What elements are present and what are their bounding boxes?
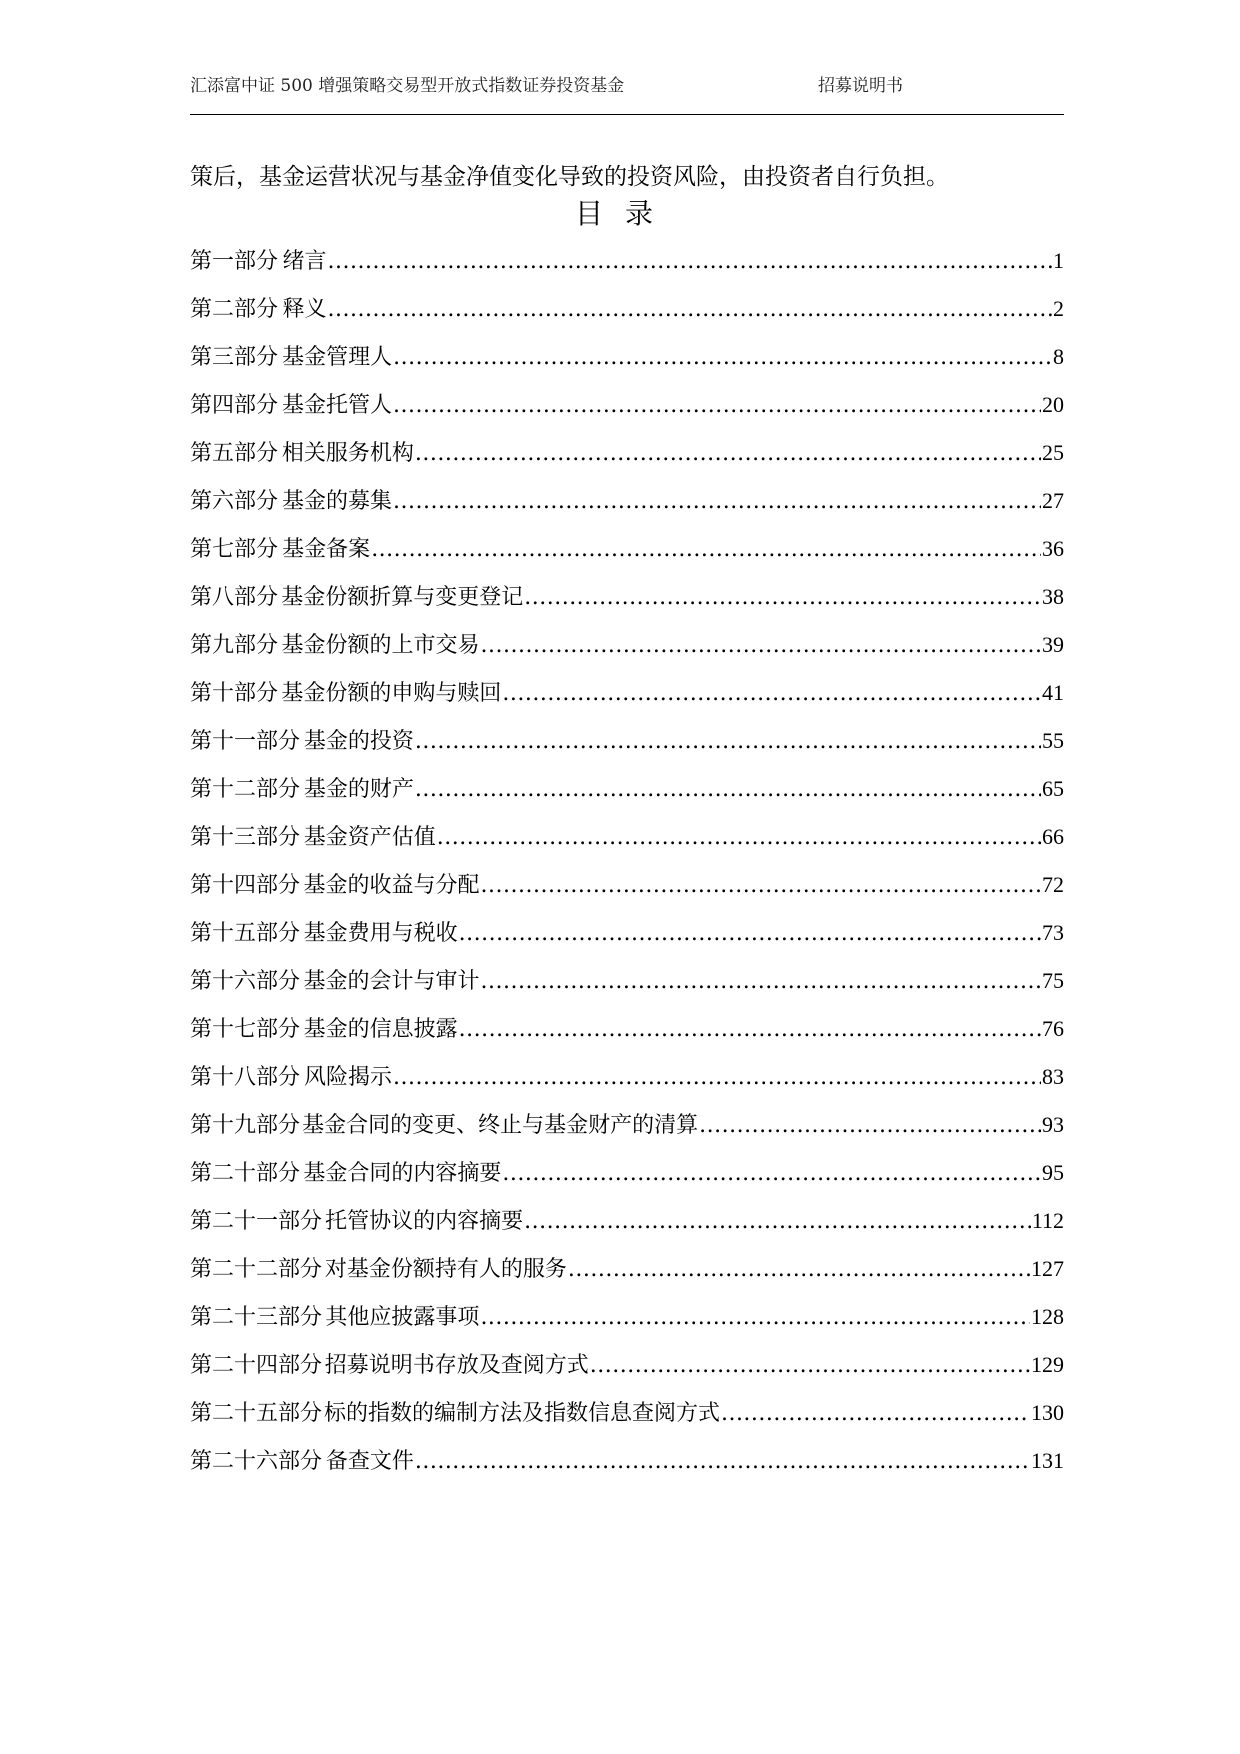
toc-entry-page: 112 (1031, 1208, 1064, 1233)
toc-entry-title: 其他应披露事项 (325, 1305, 480, 1330)
toc-entry[interactable] (190, 1014, 1064, 1062)
toc-entry-title: 基金的募集 (282, 489, 393, 514)
toc-entry-page: 76 (1042, 1016, 1064, 1041)
header-doc-type: 招募说明书 (818, 76, 903, 96)
toc-entry[interactable] (190, 966, 1064, 1014)
toc-entry[interactable] (190, 1110, 1064, 1158)
table-of-contents (190, 246, 1064, 1494)
toc-entry[interactable] (190, 534, 1064, 582)
toc-entry-part: 第九部分 (190, 633, 279, 658)
header-divider (190, 114, 1064, 115)
toc-entry-title: 基金份额折算与变更登记 (281, 585, 524, 610)
toc-entry-part: 第十五部分 (190, 921, 301, 946)
toc-dot-leader (371, 535, 1041, 565)
toc-entry-part: 第十一部分 (190, 729, 301, 754)
toc-entry[interactable] (190, 1254, 1064, 1302)
toc-entry-title: 释义 (282, 297, 327, 322)
header-fund-name: 汇添富中证 500 增强策略交易型开放式指数证券投资基金 (190, 76, 625, 96)
toc-dot-leader (481, 871, 1041, 901)
toc-entry-part: 第五部分 (190, 441, 279, 466)
toc-entry[interactable] (190, 582, 1064, 630)
toc-entry-page: 131 (1031, 1448, 1064, 1473)
toc-dot-leader (459, 1015, 1041, 1045)
toc-dot-leader (502, 1159, 1041, 1189)
toc-dot-leader (415, 727, 1041, 757)
toc-entry-part: 第二部分 (190, 297, 279, 322)
toc-dot-leader (393, 1063, 1041, 1093)
toc-entry-page: 36 (1042, 536, 1064, 561)
toc-entry-part: 第十三部分 (190, 825, 301, 850)
toc-entry[interactable] (190, 246, 1064, 294)
toc-entry-page: 127 (1031, 1256, 1064, 1281)
toc-entry-title: 标的指数的编制方法及指数信息查阅方式 (323, 1401, 720, 1426)
toc-entry-page: 95 (1042, 1160, 1064, 1185)
toc-entry[interactable] (190, 1398, 1064, 1446)
toc-entry[interactable] (190, 1350, 1064, 1398)
toc-entry[interactable] (190, 1206, 1064, 1254)
toc-dot-leader (524, 583, 1041, 613)
toc-entry-page: 129 (1031, 1352, 1064, 1377)
toc-entry-title: 基金合同的内容摘要 (303, 1161, 502, 1186)
toc-entry-part: 第二十部分 (190, 1161, 301, 1186)
toc-entry-part: 第十六部分 (190, 969, 301, 994)
toc-entry-page: 41 (1042, 680, 1064, 705)
toc-entry-title: 绪言 (282, 249, 327, 274)
toc-entry[interactable] (190, 438, 1064, 486)
toc-entry-part: 第二十三部分 (190, 1305, 323, 1330)
toc-dot-leader (415, 775, 1041, 805)
toc-entry[interactable] (190, 1446, 1064, 1494)
toc-entry-part: 第四部分 (190, 393, 279, 418)
toc-entry-title: 基金管理人 (282, 345, 393, 370)
toc-dot-leader (393, 391, 1041, 421)
toc-entry-title: 基金的会计与审计 (303, 969, 480, 994)
toc-entry-part: 第二十四部分 (190, 1353, 323, 1378)
toc-dot-leader (590, 1351, 1030, 1381)
toc-entry[interactable] (190, 342, 1064, 390)
toc-dot-leader (481, 967, 1041, 997)
toc-entry-page: 83 (1042, 1064, 1064, 1089)
toc-entry-part: 第三部分 (190, 345, 279, 370)
toc-entry-page: 130 (1031, 1400, 1064, 1425)
toc-entry-title: 风险揭示 (304, 1065, 393, 1090)
toc-dot-leader (502, 679, 1041, 709)
toc-entry-title: 基金的财产 (303, 777, 414, 802)
toc-entry[interactable] (190, 486, 1064, 534)
toc-entry-part: 第二十六部分 (190, 1449, 323, 1474)
toc-entry-part: 第二十二部分 (190, 1257, 323, 1282)
toc-dot-leader (459, 919, 1041, 949)
toc-dot-leader (328, 247, 1052, 277)
toc-entry[interactable] (190, 294, 1064, 342)
page-header (190, 72, 1064, 100)
toc-entry-title: 托管协议的内容摘要 (325, 1209, 524, 1234)
toc-entry-part: 第六部分 (190, 489, 279, 514)
toc-entry-title: 基金的信息披露 (303, 1017, 458, 1042)
toc-entry-page: 75 (1042, 968, 1064, 993)
toc-dot-leader (415, 1447, 1030, 1477)
toc-entry[interactable] (190, 1302, 1064, 1350)
toc-entry-part: 第十二部分 (190, 777, 301, 802)
toc-entry-title: 基金份额的申购与赎回 (281, 681, 502, 706)
toc-title: 目录 (574, 197, 675, 230)
toc-dot-leader (524, 1207, 1031, 1237)
toc-entry-part: 第二十五部分 (190, 1401, 323, 1426)
toc-entry-part: 第十四部分 (190, 873, 301, 898)
toc-entry-part: 第十八部分 (190, 1065, 301, 1090)
toc-entry-page: 38 (1042, 584, 1064, 609)
toc-dot-leader (437, 823, 1041, 853)
toc-entry-part: 第十九部分 (190, 1113, 301, 1138)
toc-entry-part: 第一部分 (190, 249, 279, 274)
toc-entry-page: 2 (1053, 296, 1064, 321)
toc-entry-page: 65 (1042, 776, 1064, 801)
toc-dot-leader (480, 1303, 1030, 1333)
toc-entry-title: 基金的收益与分配 (303, 873, 480, 898)
toc-entry-title: 相关服务机构 (281, 441, 414, 466)
toc-entry-title: 基金托管人 (282, 393, 393, 418)
toc-entry-title: 基金合同的变更、终止与基金财产的清算 (302, 1113, 699, 1138)
toc-dot-leader (721, 1399, 1030, 1429)
toc-entry-part: 第八部分 (190, 585, 279, 610)
toc-entry-title: 基金的投资 (303, 729, 414, 754)
toc-dot-leader (393, 343, 1052, 373)
toc-entry-title: 对基金份额持有人的服务 (324, 1257, 567, 1282)
toc-entry-page: 27 (1042, 488, 1064, 513)
toc-dot-leader (393, 487, 1041, 517)
toc-entry-page: 25 (1042, 440, 1064, 465)
toc-dot-leader (699, 1111, 1041, 1141)
toc-entry[interactable] (190, 678, 1064, 726)
toc-dot-leader (568, 1255, 1030, 1285)
toc-entry-title: 基金资产估值 (303, 825, 436, 850)
toc-entry-title: 招募说明书存放及查阅方式 (324, 1353, 589, 1378)
toc-entry[interactable] (190, 1062, 1064, 1110)
toc-entry-page: 1 (1053, 248, 1064, 273)
toc-entry[interactable] (190, 918, 1064, 966)
toc-entry-title: 基金份额的上市交易 (281, 633, 480, 658)
toc-entry[interactable] (190, 1158, 1064, 1206)
toc-entry[interactable] (190, 390, 1064, 438)
toc-entry-page: 20 (1042, 392, 1064, 417)
intro-paragraph: 策后，基金运营状况与基金净值变化导致的投资风险，由投资者自行负担。 (190, 164, 949, 190)
toc-entry-title: 基金备案 (282, 537, 371, 562)
toc-entry[interactable] (190, 822, 1064, 870)
toc-dot-leader (481, 631, 1041, 661)
toc-dot-leader (415, 439, 1041, 469)
toc-dot-leader (328, 295, 1052, 325)
toc-entry-part: 第十七部分 (190, 1017, 301, 1042)
toc-entry-page: 128 (1031, 1304, 1064, 1329)
toc-entry-part: 第十部分 (190, 681, 279, 706)
toc-entry[interactable] (190, 630, 1064, 678)
toc-entry-page: 73 (1042, 920, 1064, 945)
toc-entry[interactable] (190, 774, 1064, 822)
toc-entry-page: 39 (1042, 632, 1064, 657)
toc-entry[interactable] (190, 870, 1064, 918)
toc-entry-part: 第七部分 (190, 537, 279, 562)
toc-entry[interactable] (190, 726, 1064, 774)
toc-entry-page: 72 (1042, 872, 1064, 897)
toc-entry-page: 93 (1042, 1112, 1064, 1137)
toc-entry-part: 第二十一部分 (190, 1209, 323, 1234)
toc-entry-page: 66 (1042, 824, 1064, 849)
toc-entry-title: 基金费用与税收 (303, 921, 458, 946)
toc-entry-title: 备查文件 (325, 1449, 414, 1474)
toc-entry-page: 8 (1053, 344, 1064, 369)
toc-entry-page: 55 (1042, 728, 1064, 753)
